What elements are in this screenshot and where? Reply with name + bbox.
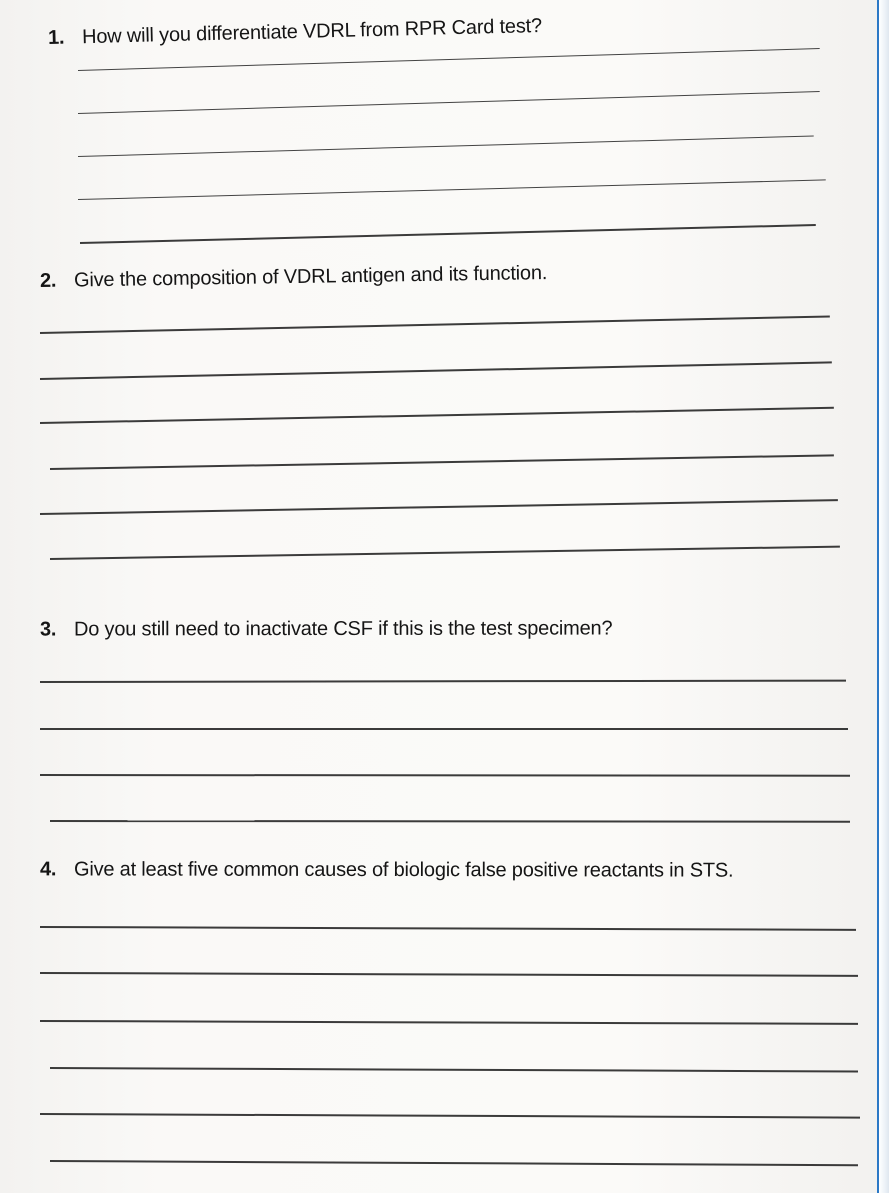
question-1-number: 1. xyxy=(47,26,65,50)
question-4 xyxy=(40,857,733,882)
answer-line-q1-2 xyxy=(78,91,820,114)
question-1-text: How will you differentiate VDRL from RPR Card test? xyxy=(81,14,543,49)
answer-line-q4-2 xyxy=(40,972,858,977)
answer-line-q2-6 xyxy=(50,546,840,560)
answer-line-q2-3 xyxy=(40,407,834,424)
question-2-number: 2. xyxy=(39,269,57,292)
answer-line-q2-1 xyxy=(40,315,830,334)
answer-line-q4-5 xyxy=(40,1113,860,1119)
question-2-text: Give the composition of VDRL antigen and its function. xyxy=(73,262,548,292)
answer-line-q3-3 xyxy=(40,774,850,777)
answer-line-q1-1 xyxy=(78,48,820,71)
answer-line-q4-4 xyxy=(50,1067,858,1073)
blue-page-edge xyxy=(877,0,879,1193)
question-3-number: 3. xyxy=(39,618,57,641)
page-edge-shadow xyxy=(879,0,889,1193)
answer-line-q2-4 xyxy=(50,454,834,470)
question-3 xyxy=(40,617,612,642)
question-3-text: Do you still need to inactivate CSF if this is the test specimen? xyxy=(73,617,613,641)
answer-line-q3-4 xyxy=(50,820,850,823)
answer-line-q3-2 xyxy=(40,728,848,730)
answer-line-q3-1 xyxy=(40,680,846,683)
answer-line-q2-5 xyxy=(40,499,838,515)
question-4-text: Give at least five common causes of biologic false positive reactants in STS. xyxy=(73,858,734,882)
answer-line-q1-5 xyxy=(80,224,816,244)
question-1 xyxy=(48,14,542,50)
answer-line-q1-4 xyxy=(78,179,826,200)
answer-line-q2-2 xyxy=(40,361,832,380)
answer-line-q4-6 xyxy=(50,1160,858,1166)
question-2 xyxy=(40,261,548,293)
question-4-number: 4. xyxy=(39,858,57,881)
answer-line-q1-3 xyxy=(78,135,814,157)
answer-line-q4-3 xyxy=(40,1020,858,1025)
answer-line-q4-1 xyxy=(40,926,856,931)
